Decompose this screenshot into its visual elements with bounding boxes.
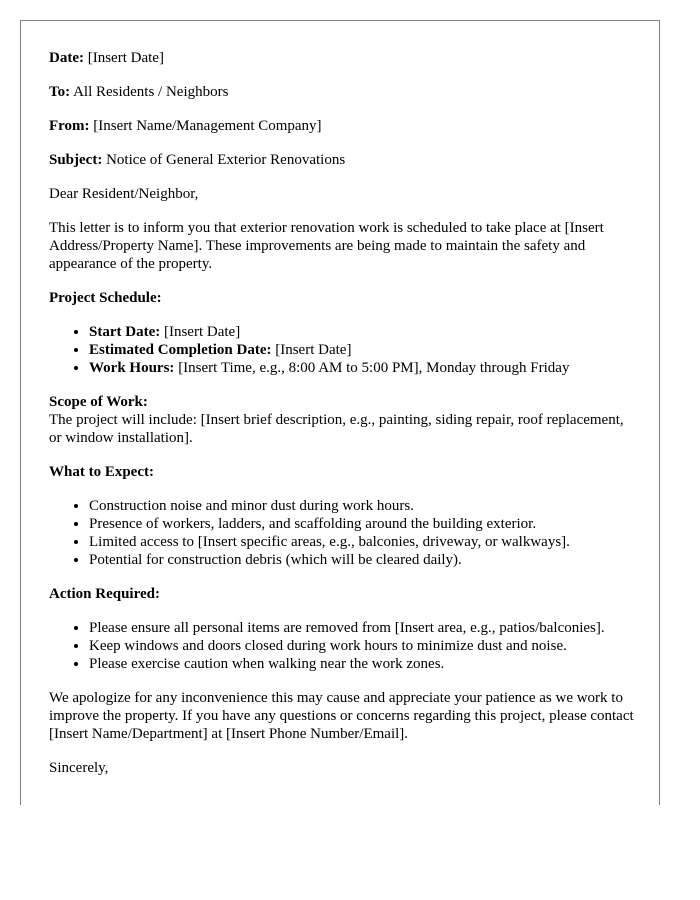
list-item: • Please exercise caution when walking near the work zones. <box>89 655 637 673</box>
date-line <box>49 49 637 67</box>
subject-value: Notice of General Exterior Renovations <box>106 152 346 168</box>
expect-heading: What to Expect: <box>49 464 154 480</box>
list-item <box>89 323 637 341</box>
work-hours-value: [Insert Time, e.g., 8:00 AM to 5:00 PM], Monday through Friday <box>178 360 570 376</box>
letter-page <box>20 20 660 805</box>
signoff: Sincerely, <box>49 760 109 776</box>
work-hours-label: Work Hours: <box>89 360 175 376</box>
action-list <box>49 619 637 673</box>
list-item: • Limited access to [Insert specific areas, e.g., balconies, driveway, or walkways]. <box>89 533 637 551</box>
action-heading: Action Required: <box>49 586 160 602</box>
completion-date-label: Estimated Completion Date: <box>89 342 272 358</box>
subject-line <box>49 151 637 169</box>
salutation: Dear Resident/Neighbor, <box>49 186 199 202</box>
start-date-label: Start Date: <box>89 324 161 340</box>
scope-text: The project will include: [Insert brief description, e.g., painting, siding repair, roof replacement, or window installation]. <box>49 412 624 446</box>
to-label: To: <box>49 84 71 100</box>
list-item: • Potential for construction debris (which will be cleared daily). <box>89 551 637 569</box>
date-value: [Insert Date] <box>87 50 164 66</box>
list-item: • Please ensure all personal items are removed from [Insert area, e.g., patios/balconies]. <box>89 619 637 637</box>
subject-label: Subject: <box>49 152 103 168</box>
scope-heading: Scope of Work: <box>49 394 148 410</box>
completion-date-value: [Insert Date] <box>275 342 352 358</box>
intro-paragraph: This letter is to inform you that exterior renovation work is scheduled to take place at [Insert Address/Property Name]. These improvements are being made to maintain the safety and appearance of the property. <box>49 220 604 272</box>
letter-body <box>49 49 637 793</box>
schedule-heading: Project Schedule: <box>49 290 162 306</box>
from-value: [Insert Name/Management Company] <box>93 118 322 134</box>
expect-list <box>49 497 637 569</box>
list-item: • Keep windows and doors closed during work hours to minimize dust and noise. <box>89 637 637 655</box>
to-line <box>49 83 637 101</box>
list-item <box>89 359 637 377</box>
list-item: • Presence of workers, ladders, and scaffolding around the building exterior. <box>89 515 637 533</box>
date-label: Date: <box>49 50 84 66</box>
schedule-list <box>49 323 637 377</box>
list-item: • Construction noise and minor dust during work hours. <box>89 497 637 515</box>
closing-paragraph: We apologize for any inconvenience this may cause and appreciate your patience as we work to improve the property. If you have any questions or concerns regarding this project, please contact [Insert Name/Department] at [Insert Phone Number/Email]. <box>49 690 634 742</box>
to-value: All Residents / Neighbors <box>73 84 229 100</box>
from-line <box>49 117 637 135</box>
start-date-value: [Insert Date] <box>163 324 241 340</box>
list-item <box>89 341 637 359</box>
from-label: From: <box>49 118 90 134</box>
